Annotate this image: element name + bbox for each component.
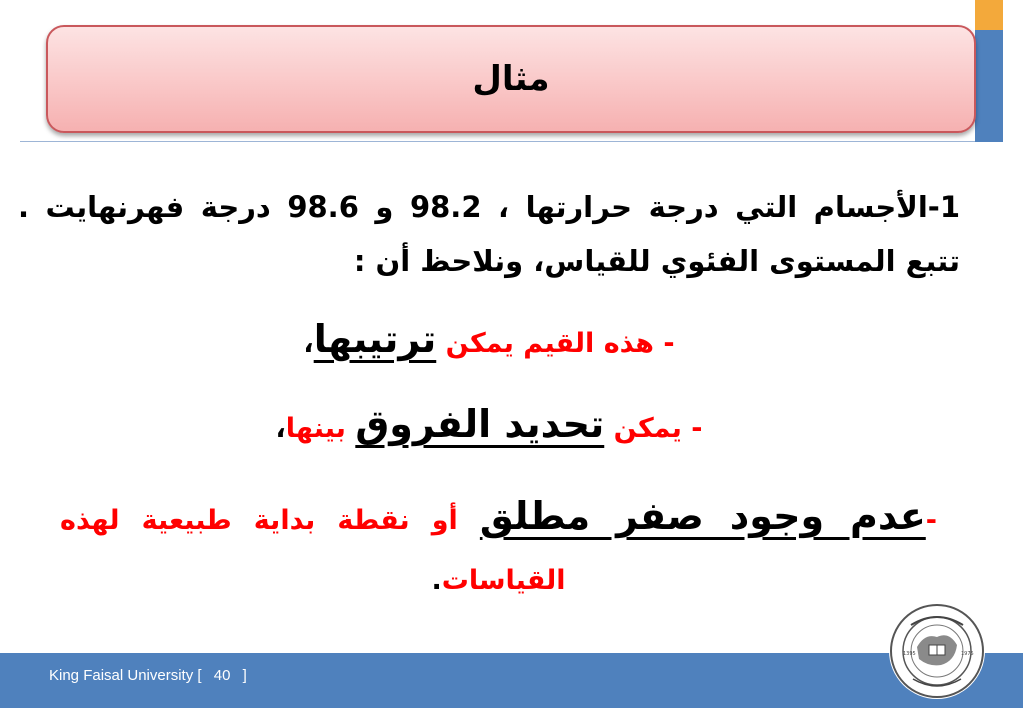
bullet-dash: -: [925, 505, 937, 536]
bullet-tail: ،: [275, 413, 286, 444]
bullet-differences: [18, 402, 960, 446]
bullet-text: هذه القيم يمكن: [436, 328, 654, 359]
university-seal-icon: [889, 603, 985, 699]
footer-university-name: King Faisal University [: [49, 667, 202, 684]
bullet-tail: .: [431, 565, 442, 596]
bullet-ordering: [18, 317, 960, 361]
emphasis-term: تحديد الفروق: [355, 402, 605, 446]
emphasis-term: ترتيبها: [313, 317, 437, 361]
bullet-text: يمكن: [604, 413, 682, 444]
bullet-text-end: بينها: [285, 413, 356, 444]
emphasis-term: عدم وجود صفر مطلق: [479, 494, 926, 538]
header-divider: [20, 141, 975, 142]
bullet-dash: -: [681, 413, 703, 444]
bullet-absolute-zero: [60, 486, 937, 611]
svg-text:1975: 1975: [961, 651, 974, 657]
bullet-connector: أو: [409, 505, 480, 536]
footer-university: [49, 667, 247, 684]
page-number: 40: [213, 667, 231, 684]
seal-graphic: [889, 603, 985, 699]
intro-paragraph: 1-الأجسام التي درجة حرارتها ، 98.2 و 98.6 درجة فهرنهايت . تتبع المستوى الفئوي للقياس، ونلاحظ أن :: [18, 190, 960, 278]
bullet-tail: ،: [303, 328, 314, 359]
slide-title: مثال: [472, 59, 550, 99]
footer-close-bracket: ]: [242, 667, 247, 684]
bullet-text: نقطة بداية طبيعية لهذه القياسات: [60, 505, 566, 596]
svg-text:1395: 1395: [903, 651, 916, 657]
accent-orange-bar: [975, 0, 1003, 30]
slide-title-box: [46, 25, 976, 133]
bullet-dash: -: [653, 328, 675, 359]
accent-blue-bar: [975, 30, 1003, 142]
